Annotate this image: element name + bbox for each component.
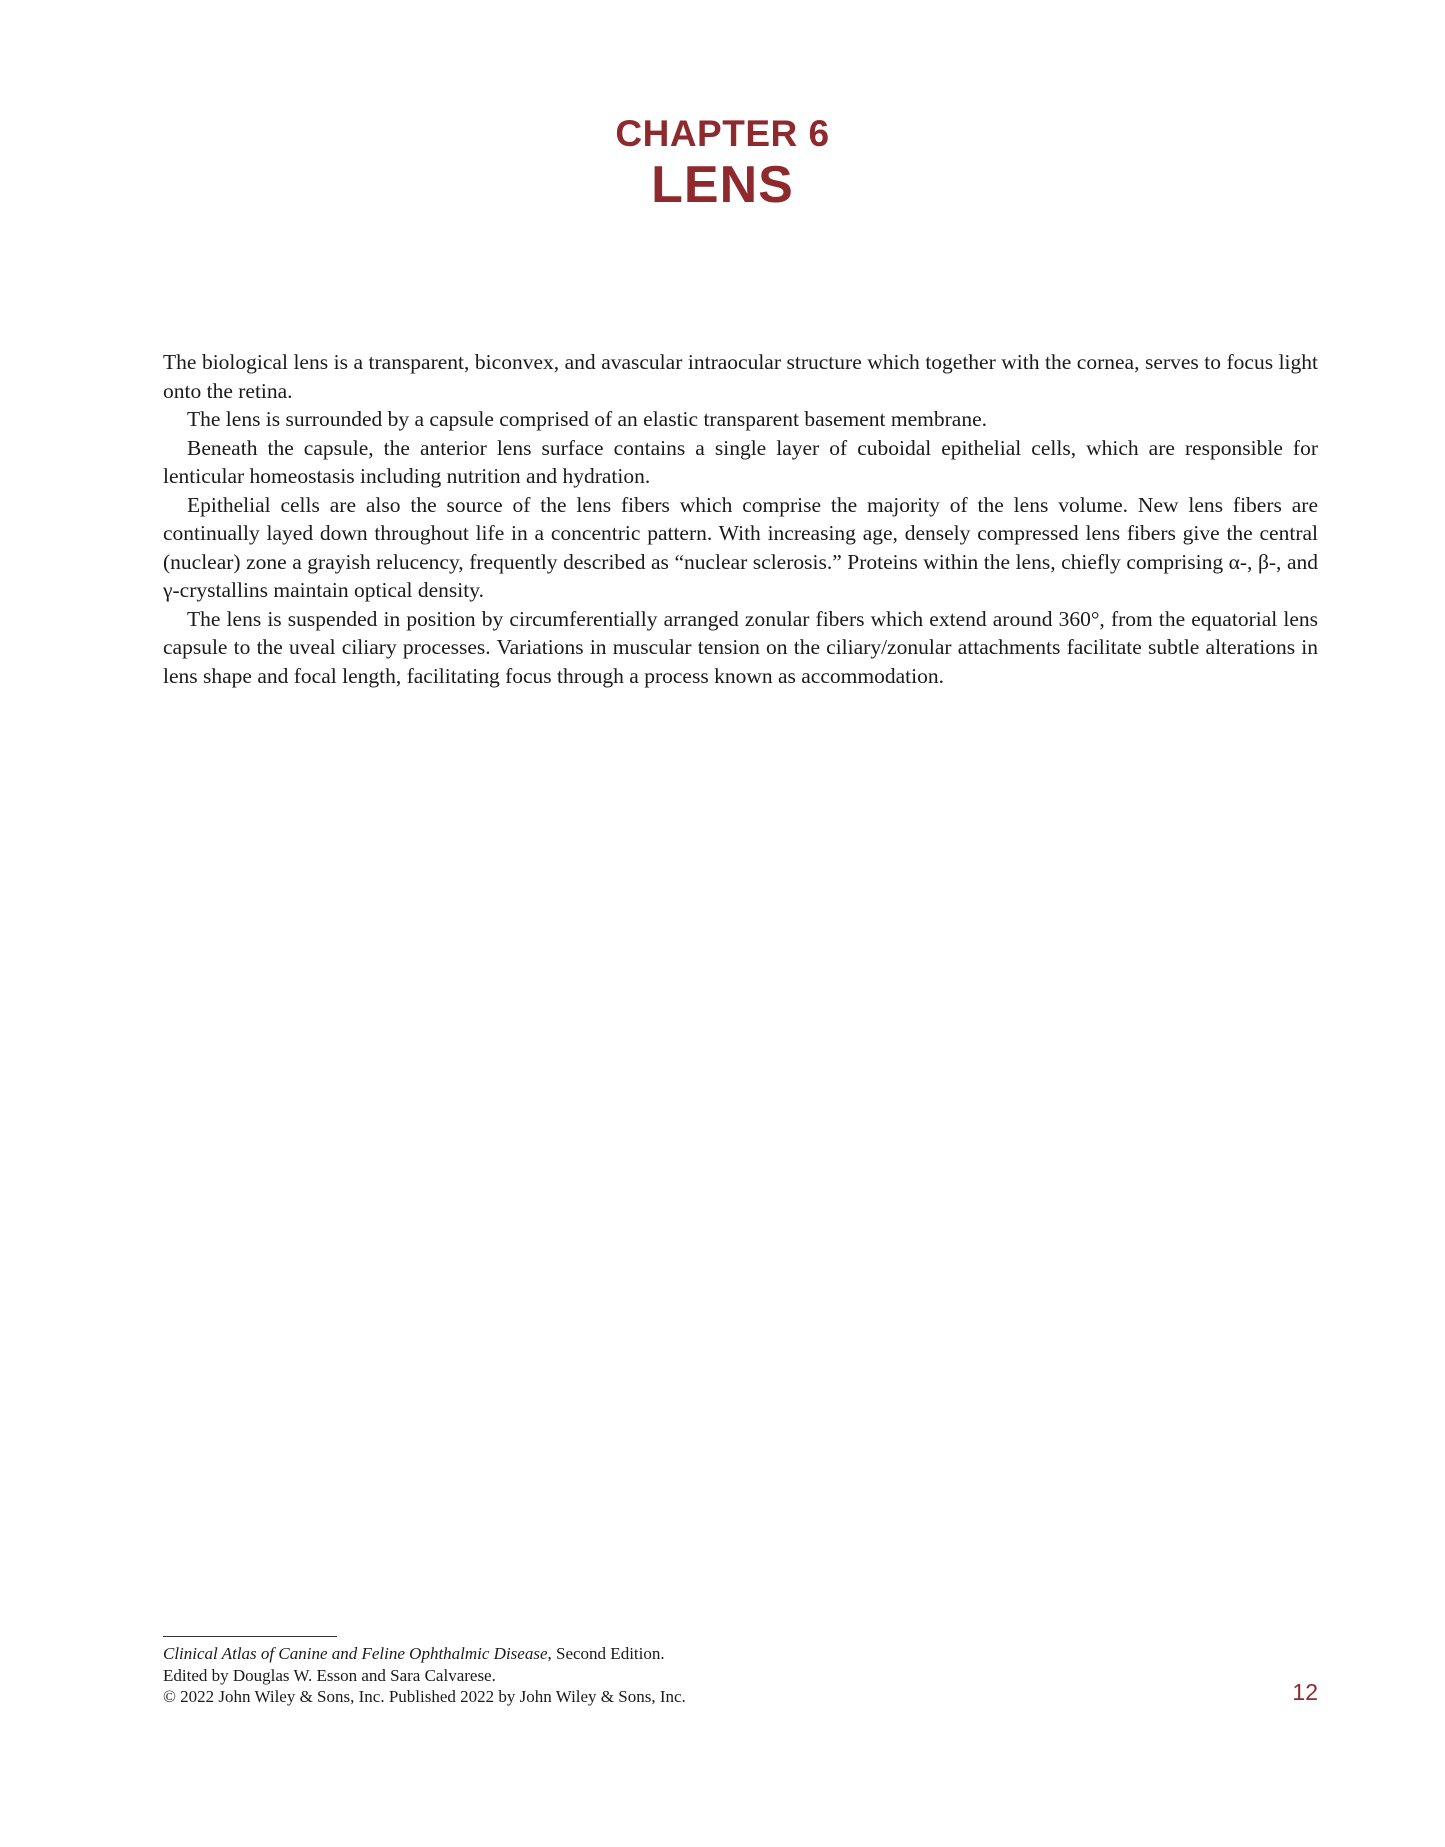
- chapter-label: CHAPTER 6: [615, 113, 830, 154]
- footer-editors: Edited by Douglas W. Esson and Sara Calvarese.: [163, 1665, 496, 1685]
- book-title: Clinical Atlas of Canine and Feline Ophthalmic Disease: [163, 1644, 548, 1663]
- chapter-header: [0, 112, 1445, 214]
- body-text: [163, 348, 1318, 690]
- paragraph: The biological lens is a transparent, biconvex, and avascular intraocular structure which together with the cornea, serves to focus light onto the retina.: [163, 350, 1318, 403]
- footer-copyright: © 2022 John Wiley & Sons, Inc. Published 2022 by John Wiley & Sons, Inc.: [163, 1687, 686, 1706]
- paragraph: Epithelial cells are also the source of the lens fibers which comprise the majority of the lens volume. New lens fibers are continually layed down throughout life in a concentric pattern. With increasing age, densely compressed lens fibers give the central (nuclear) zone a grayish relucency, frequently described as “nuclear sclerosis.” Proteins within the lens, chiefly comprising α-, β-, and γ-crystallins maintain optical density.: [163, 492, 1318, 602]
- footer-notes: [163, 1643, 1063, 1708]
- paragraph: The lens is surrounded by a capsule comprised of an elastic transparent basement membrane.: [187, 407, 988, 431]
- book-edition: , Second Edition.: [547, 1644, 665, 1663]
- chapter-title: LENS: [651, 156, 794, 214]
- paragraph: The lens is suspended in position by circumferentially arranged zonular fibers which extend around 360°, from the equatorial lens capsule to the uveal ciliary processes. Variations in muscular tension on the ciliary/zonular attachments facilitate subtle alterations in lens shape and focal length, facilitating focus through a process known as accommodation.: [163, 606, 1318, 688]
- paragraph: Beneath the capsule, the anterior lens surface contains a single layer of cuboidal epithelial cells, which are responsible for lenticular homeostasis including nutrition and hydration.: [163, 435, 1318, 488]
- page-number: 12: [1292, 1679, 1318, 1705]
- footer-divider: [163, 1636, 337, 1637]
- footer-citation-line: [163, 1643, 1063, 1665]
